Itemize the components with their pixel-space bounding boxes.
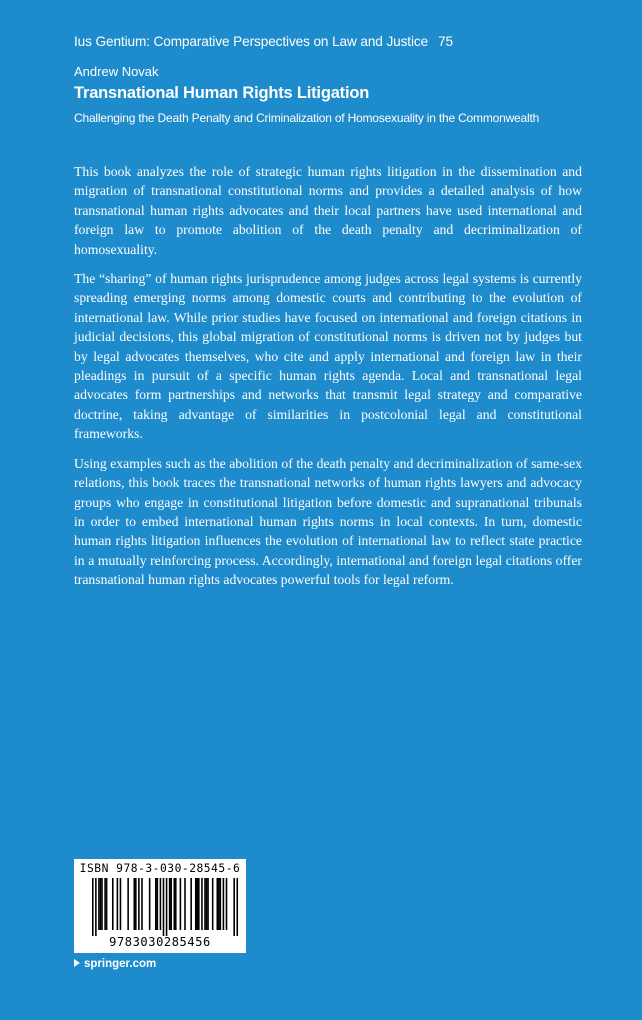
blurb-paragraph: Using examples such as the abolition of the death penalty and decriminalization of same-sex relations, this book traces the transnational networks of human rights lawyers and advocacy groups who engage in constitutional litigation before domestic and supranational tribunals in order to embed international human rights norms in local contexts. In turn, domestic human rights litigation influences the evolution of international law to reflect state practice in a mutually reinforcing process. Accordingly, international and foreign legal citations offer transnational human rights advocates powerful tools for legal reform.	[74, 455, 582, 588]
series-line	[74, 34, 453, 49]
barcode-bar	[163, 878, 165, 936]
blurb-paragraph: The “sharing” of human rights jurisprudence among judges across legal systems is currently spreading emerging norms among domestic courts and contributing to the evolution of international law. While prior studies have focused on international and foreign citations in judicial decisions, this global migration of constitutional norms is driven not by judges but by legal advocates themselves, who cite and apply international and foreign law in their pleadings in pursuit of a specific human rights agenda. Local and transnational legal advocates form partnerships and networks that transmit legal strategy and comparative doctrine, taking advantage of similarities in postcolonial legal and constitutional frameworks.	[74, 271, 582, 442]
series-name: Ius Gentium: Comparative Perspectives on Law and Justice	[74, 34, 429, 49]
barcode-bars	[78, 878, 242, 936]
barcode-bar	[133, 878, 135, 930]
barcode-bar	[201, 878, 203, 930]
isbn-barcode	[74, 859, 246, 953]
barcode-bar	[207, 878, 209, 930]
publisher-link[interactable]	[74, 958, 156, 970]
barcode-bar	[166, 878, 168, 936]
barcode-bar	[149, 878, 151, 930]
series-number: 75	[438, 34, 453, 49]
barcode-bar	[155, 878, 157, 930]
barcode-bar	[127, 878, 129, 930]
book-title: Transnational Human Rights Litigation	[74, 84, 370, 102]
barcode-bar	[138, 878, 140, 930]
barcode-bar	[95, 878, 97, 936]
barcode-bar	[104, 878, 106, 930]
blurb-paragraph: This book analyzes the role of strategic human rights litigation in the dissemination and migration of transnational constitutional norms and provides a detailed analysis of how transnational human rights advocates and their local partners have used international and foreign law to promote abolition of the death penalty and decriminalization of homosexuality.	[74, 164, 582, 257]
barcode-bar	[195, 878, 197, 930]
barcode-bar	[190, 878, 192, 930]
barcode-bar	[92, 878, 94, 936]
ean-digits: 9783030285456	[109, 935, 211, 949]
barcode-bar	[141, 878, 143, 930]
barcode-bar	[206, 878, 208, 930]
barcode-bar	[175, 878, 177, 930]
barcode-bar	[212, 878, 214, 930]
blurb-text	[74, 162, 582, 600]
triangle-right-icon	[74, 959, 80, 967]
author-name: Andrew Novak	[74, 64, 159, 79]
barcode-bar	[204, 878, 206, 930]
barcode-bar	[198, 878, 200, 930]
barcode-bar	[135, 878, 137, 930]
barcode-bar	[218, 878, 220, 930]
barcode-bar	[220, 878, 222, 930]
barcode-bar	[184, 878, 186, 930]
barcode-bar	[180, 878, 182, 930]
barcode-bar	[233, 878, 235, 936]
barcode-bar	[101, 878, 103, 930]
barcode-bar	[100, 878, 102, 930]
barcode-bar	[106, 878, 108, 930]
barcode-bar	[226, 878, 228, 930]
barcode-bar	[173, 878, 175, 930]
book-subtitle: Challenging the Death Penalty and Criminalization of Homosexuality in the Commonwealth	[74, 111, 540, 125]
barcode-bar	[223, 878, 225, 930]
barcode-bar	[169, 878, 171, 930]
barcode-bar	[170, 878, 172, 930]
barcode-bar	[120, 878, 122, 930]
barcode-bar	[216, 878, 218, 930]
barcode-bar	[197, 878, 199, 930]
barcode-bar	[112, 878, 114, 930]
barcode-bar	[157, 878, 159, 930]
barcode-bar	[98, 878, 100, 930]
barcode-bar	[160, 878, 162, 930]
publisher-url: springer.com	[84, 958, 157, 970]
barcode-bar	[236, 878, 238, 936]
isbn-label: ISBN 978-3-030-28545-6	[79, 862, 241, 875]
barcode-bar	[117, 878, 119, 930]
